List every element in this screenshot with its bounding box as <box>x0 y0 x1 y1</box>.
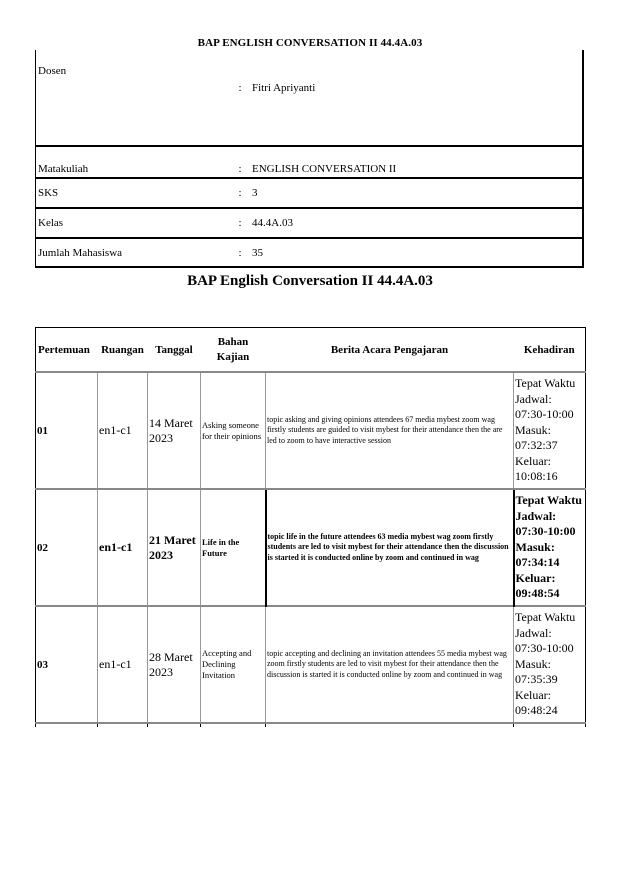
info-value: 3 <box>250 178 583 208</box>
section-title: BAP English Conversation II 44.4A.03 <box>187 273 433 289</box>
cell-pertemuan: 02 <box>36 489 98 606</box>
table-header-row <box>36 328 586 373</box>
kehadiran-keluar: 09:48:54 <box>515 586 560 601</box>
continuation-cell <box>148 723 201 727</box>
continuation-cell <box>98 723 148 727</box>
header-ruangan: Ruangan <box>98 328 148 373</box>
document-title: BAP ENGLISH CONVERSATION II 44.4A.03 <box>197 37 423 49</box>
info-value: 35 <box>250 238 583 267</box>
cell-ruangan: en1-c1 <box>98 489 148 606</box>
kehadiran-jadwal: 07:30-10:00 <box>515 407 574 422</box>
info-label: Kelas <box>36 208 231 238</box>
cell-bahan-kajian: Accepting and Declining Invitation <box>201 606 266 723</box>
info-value: Fitri Apriyanti <box>250 50 583 146</box>
kehadiran-masuk: 07:32:37 <box>515 438 558 453</box>
kehadiran-masuk-label: Masuk: <box>515 422 551 437</box>
cell-tanggal: 14 Maret 2023 <box>148 372 201 489</box>
kehadiran-masuk-label: Masuk: <box>515 539 555 554</box>
header-berita-acara: Berita Acara Pengajaran <box>266 328 514 373</box>
cell-pertemuan: 01 <box>36 372 98 489</box>
cell-bahan-kajian: Life in the Future <box>201 489 266 606</box>
cell-tanggal: 28 Maret 2023 <box>148 606 201 723</box>
cell-berita-acara: topic asking and giving opinions attendees 67 media mybest zoom wag firstly students are guided to visit mybest for their attendance then the are led to zoom to have interactive session <box>266 372 514 489</box>
cell-kehadiran <box>514 372 586 489</box>
info-separator: : <box>230 146 250 178</box>
info-row-sks <box>36 178 584 208</box>
kehadiran-keluar-label: Keluar: <box>515 453 551 468</box>
continuation-cell <box>266 723 514 727</box>
course-info-table <box>35 50 584 268</box>
info-separator: : <box>230 178 250 208</box>
cell-tanggal: 21 Maret 2023 <box>148 489 201 606</box>
kehadiran-masuk-label: Masuk: <box>515 656 551 671</box>
kehadiran-jadwal: 07:30-10:00 <box>515 524 576 539</box>
kehadiran-jadwal-label: Jadwal: <box>515 391 552 406</box>
cell-berita-acara: topic accepting and declining an invitation attendees 55 media mybest wag zoom firstly students are led to visit mybest for their attendance then the discussion is started it is conducted online by zoom and continued in wag <box>266 606 514 723</box>
cell-pertemuan: 03 <box>36 606 98 723</box>
info-label: Jumlah Mahasiswa <box>36 238 231 267</box>
kehadiran-status: Tepat Waktu <box>515 493 582 508</box>
header-pertemuan: Pertemuan <box>36 328 98 373</box>
header-bahan-kajian <box>201 328 266 373</box>
info-row-matakuliah <box>36 146 584 178</box>
kehadiran-keluar-label: Keluar: <box>515 687 551 702</box>
info-separator: : <box>238 82 242 94</box>
continuation-cell <box>201 723 266 727</box>
info-value: 44.4A.03 <box>250 208 583 238</box>
cell-berita-acara: topic life in the future attendees 63 media mybest wag zoom firstly students are led to visit mybest for their attendance then the discussion is started it is conducted online by zoom and continued in wag <box>266 489 514 606</box>
continuation-cell <box>514 723 586 727</box>
kehadiran-status: Tepat Waktu <box>515 376 576 391</box>
header-bahan-line1: Bahan <box>217 335 249 348</box>
header-kehadiran: Kehadiran <box>514 328 586 373</box>
cell-kehadiran <box>514 489 586 606</box>
info-value: ENGLISH CONVERSATION II <box>250 146 583 178</box>
info-label: SKS <box>36 178 231 208</box>
kehadiran-jadwal: 07:30-10:00 <box>515 641 574 656</box>
kehadiran-keluar-label: Keluar: <box>515 570 556 585</box>
info-row-jumlah-mahasiswa <box>36 238 584 267</box>
info-separator: : <box>230 208 250 238</box>
kehadiran-status: Tepat Waktu <box>515 610 576 625</box>
attendance-table <box>35 327 586 727</box>
header-bahan-line2: Kajian <box>216 350 250 363</box>
kehadiran-keluar: 10:08:16 <box>515 469 558 484</box>
cell-ruangan: en1-c1 <box>98 606 148 723</box>
info-row-dosen <box>36 50 584 146</box>
table-row <box>36 606 586 723</box>
table-row <box>36 372 586 489</box>
info-row-kelas <box>36 208 584 238</box>
kehadiran-jadwal-label: Jadwal: <box>515 625 552 640</box>
table-row <box>36 489 586 606</box>
info-label: Dosen <box>36 50 231 146</box>
info-separator: : <box>230 238 250 267</box>
kehadiran-jadwal-label: Jadwal: <box>515 508 557 523</box>
cell-bahan-kajian: Asking someone for their opinions <box>201 372 266 489</box>
cell-ruangan: en1-c1 <box>98 372 148 489</box>
kehadiran-masuk: 07:34:14 <box>515 555 560 570</box>
table-continuation-row <box>36 723 586 727</box>
info-label: Matakuliah <box>36 146 231 178</box>
kehadiran-masuk: 07:35:39 <box>515 672 558 687</box>
cell-kehadiran <box>514 606 586 723</box>
header-tanggal: Tanggal <box>148 328 201 373</box>
continuation-cell <box>36 723 98 727</box>
kehadiran-keluar: 09:48:24 <box>515 703 558 718</box>
